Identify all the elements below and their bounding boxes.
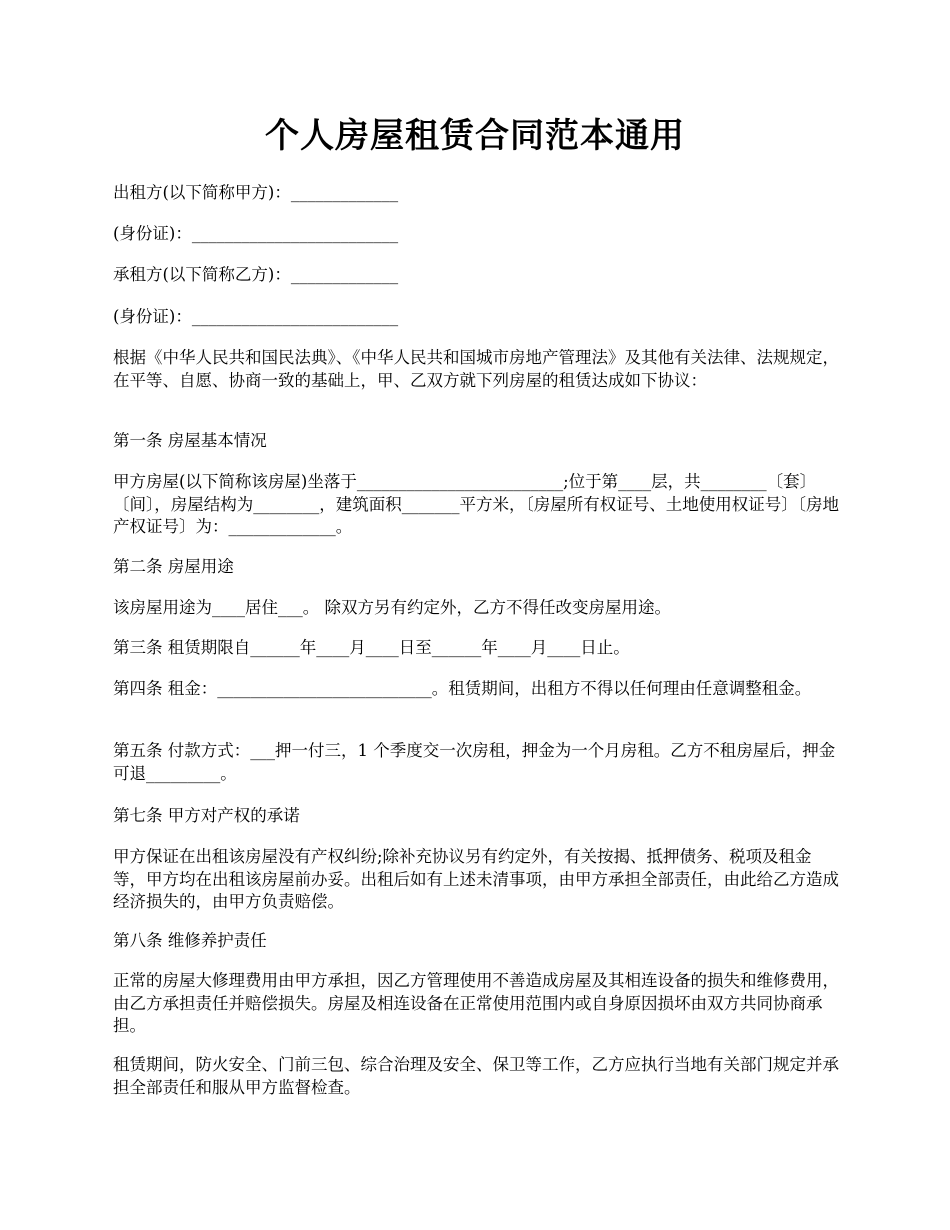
lessee-line: 承租方(以下简称乙方)：_____________ — [113, 265, 399, 284]
article-8-heading: 第八条 维修养护责任 — [113, 931, 267, 950]
document-title: 个人房屋租赁合同范本通用 — [265, 116, 685, 156]
article-2-heading: 第二条 房屋用途 — [113, 557, 234, 576]
lessor-line: 出租方(以下简称甲方)：_____________ — [113, 183, 399, 202]
article-4-body: 第四条 租金：__________________________。租赁期间，出租方不得以任何理由任意调整租金。 — [113, 679, 812, 698]
article-7-body: 甲方保证在出租该房屋没有产权纠纷;除补充协议另有约定外，有关按揭、抵押债务、税项及租金等，甲方均在出租该房屋前办妥。出租后如有上述未清事项，由甲方承担全部责任，由此给乙方造成经济损失的，由甲方负责赔偿。 — [113, 847, 839, 911]
article-8-body-1: 正常的房屋大修理费用由甲方承担，因乙方管理使用不善造成房屋及其相连设备的损失和维修费用，由乙方承担责任并赔偿损失。房屋及相连设备在正常使用范围内或自身原因损坏由双方共同协商承担。 — [113, 971, 839, 1035]
article-8-body-2: 租赁期间，防火安全、门前三包、综合治理及安全、保卫等工作，乙方应执行当地有关部门规定并承担全部责任和服从甲方监督检查。 — [113, 1055, 839, 1097]
lessor-id-line: (身份证)：_________________________ — [113, 224, 399, 243]
article-2-body: 该房屋用途为____居住___。 除双方另有约定外，乙方不得任改变房屋用途。 — [113, 598, 671, 617]
article-7-heading: 第七条 甲方对产权的承诺 — [113, 806, 300, 825]
article-5-body: 第五条 付款方式：___押一付三，1 个季度交一次房租，押金为一个月房租。乙方不租房屋后，押金可退_________。 — [113, 741, 836, 783]
preamble-paragraph: 根据《中华人民共和国民法典》、《中华人民共和国城市房地产管理法》及其他有关法律、法规规定，在平等、自愿、协商一致的基础上，甲、乙双方就下列房屋的租赁达成如下协议： — [113, 348, 839, 390]
article-1-body: 甲方房屋(以下简称该房屋)坐落于_________________________;位于第____层，共________〔套〕〔间〕，房屋结构为________，建筑面积_______平方米，〔房屋所有权证号、土地使用权证号〕〔房地产权证号〕为：_____________。 — [113, 472, 839, 536]
lessee-id-line: (身份证)：_________________________ — [113, 307, 399, 326]
article-1-heading: 第一条 房屋基本情况 — [113, 431, 267, 450]
article-3-body: 第三条 租赁期限自______年____月____日至______年____月____日止。 — [113, 638, 630, 657]
